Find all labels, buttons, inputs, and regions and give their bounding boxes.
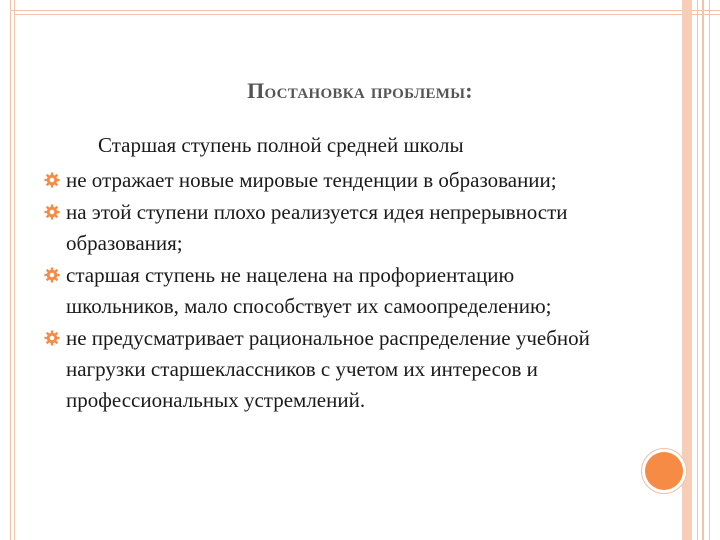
frame-line — [14, 0, 15, 540]
slide-title: Постановка проблемы: — [247, 78, 473, 103]
bullet-text: не отражает новые мировые тенденции в образовании; — [66, 168, 557, 192]
gear-bullet-icon — [44, 267, 60, 283]
frame-line — [702, 0, 704, 540]
bullet-text: на этой ступени плохо реализуется идея непрерывности образования; — [66, 200, 568, 255]
list-item — [44, 323, 604, 416]
gear-bullet-icon — [44, 204, 60, 220]
bullet-text: не предусматривает рациональное распределение учебной нагрузки старшеклассников с учетом их интересов и профессиональных устремлений. — [66, 326, 590, 412]
intro-text: Старшая ступень полной средней школы — [98, 133, 464, 157]
decorative-circle — [645, 452, 683, 490]
bullet-list — [44, 165, 604, 417]
list-item — [44, 260, 604, 322]
list-item — [44, 165, 604, 196]
bullet-text: старшая ступень не нацелена на профориентацию школьников, мало способствует их самоопределению; — [66, 263, 552, 318]
frame-line — [697, 0, 698, 540]
frame-line — [709, 0, 710, 540]
gear-bullet-icon — [44, 330, 60, 346]
list-item — [44, 197, 604, 259]
frame-line — [10, 0, 11, 540]
gear-bullet-icon — [44, 172, 60, 188]
frame-line — [10, 10, 720, 11]
frame-line — [14, 14, 720, 15]
